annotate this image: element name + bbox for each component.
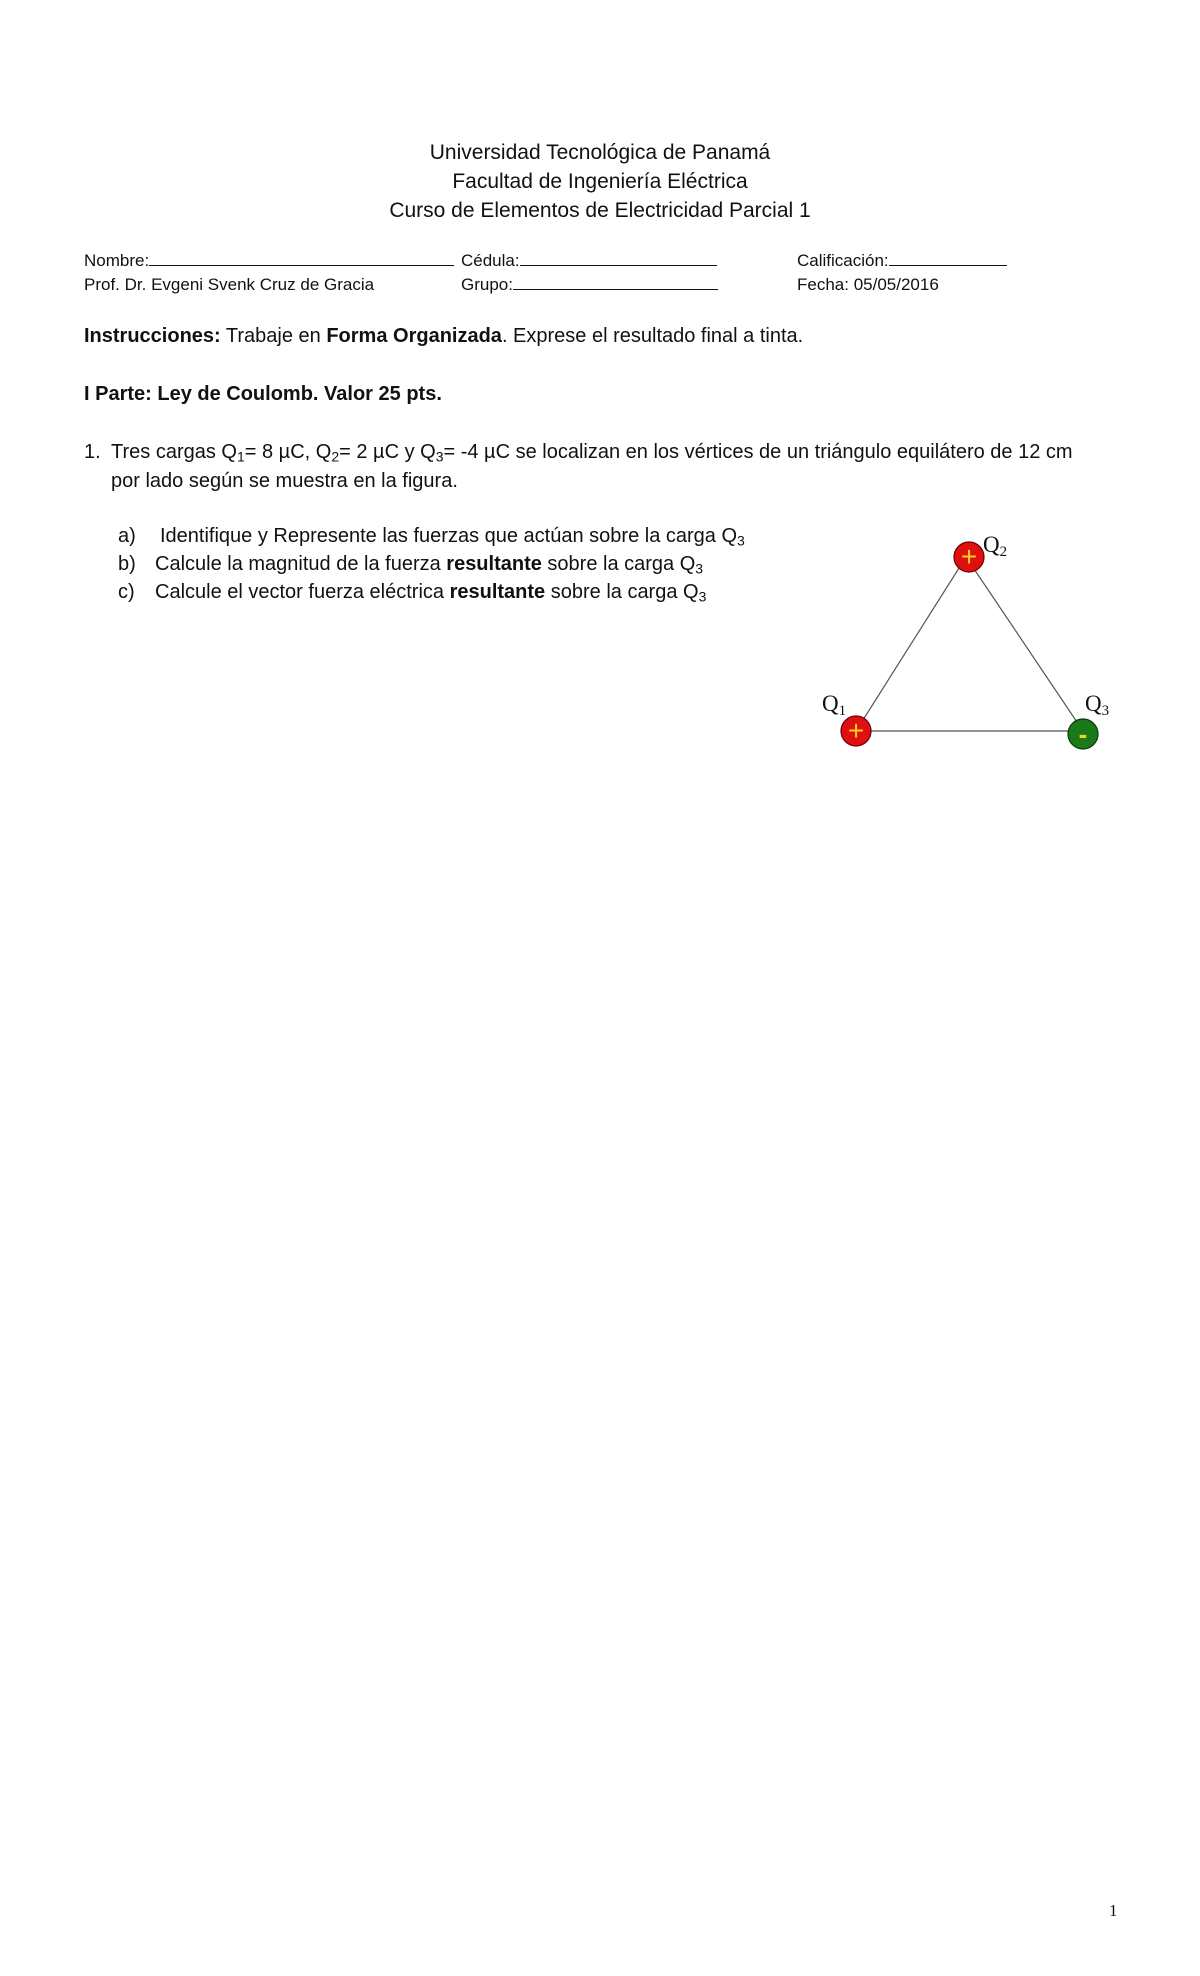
problem-text-b: = 8 µC, Q [244,441,332,463]
item-a-subscript: 3 [737,532,745,549]
calificacion-label: Calificación: [797,251,889,270]
problem-statement-line2: por lado según se muestra en la figura. [111,470,458,492]
q2-label: Q2 [983,532,1008,560]
item-c-body-b: sobre la carga Q [545,581,699,603]
q2-plus-sign: + [960,541,978,572]
professor-name: Prof. Dr. Evgeni Svenk Cruz de Gracia [84,275,375,294]
item-c-bold: resultante [449,581,546,603]
item-a-letter: a) [118,525,136,547]
q2-subscript: 2 [331,448,340,465]
side-q2-q3 [966,557,1083,731]
part-title: I Parte: Ley de Coulomb. Valor 25 pts. [84,383,442,405]
fecha-field: Fecha: 05/05/2016 [797,275,939,294]
q3-subscript: 3 [435,448,444,465]
item-b-body-a: Calcule la magnitud de la fuerza [155,553,447,575]
item-c-letter: c) [118,581,135,603]
grupo-label: Grupo: [461,275,513,294]
item-b-subscript: 3 [695,560,704,577]
instructions-text-1: Trabaje en [220,325,327,347]
item-c-subscript: 3 [698,588,707,605]
q1-label: Q1 [822,691,847,719]
side-q1-q2 [856,557,966,731]
problem-text-d: = -4 µC se localizan en los vértices de un triángulo equilátero de 12 cm [443,441,1073,463]
q3-minus-sign: - [1078,719,1088,749]
q3-label: Q3 [1085,691,1110,719]
problem-text-c: = 2 µC y Q [339,441,436,463]
item-c-body-a: Calcule el vector fuerza eléctrica [155,581,450,603]
item-b-body-b: sobre la carga Q [541,553,696,575]
problem-number: 1. [84,441,101,463]
q1-plus-sign: + [847,715,865,746]
university-title: Universidad Tecnológica de Panamá [429,141,771,164]
problem-text-a: Tres cargas Q [111,441,237,463]
item-a-body: Identifique y Represente las fuerzas que actúan sobre la carga Q [160,525,738,547]
course-title: Curso de Elementos de Electricidad Parcial 1 [389,199,811,222]
cedula-label: Cédula: [461,251,520,270]
nombre-label: Nombre: [84,251,150,270]
instructions-label: Instrucciones: [84,325,221,347]
item-b-letter: b) [118,553,136,575]
instructions-text-2: . Exprese el resultado final a tinta. [501,325,804,347]
instructions-emphasis: Forma Organizada [326,325,502,347]
item-b-bold: resultante [446,553,542,575]
q1-subscript: 1 [236,448,245,465]
page-number: 1 [1109,1901,1118,1920]
faculty-title: Facultad de Ingeniería Eléctrica [452,170,748,193]
